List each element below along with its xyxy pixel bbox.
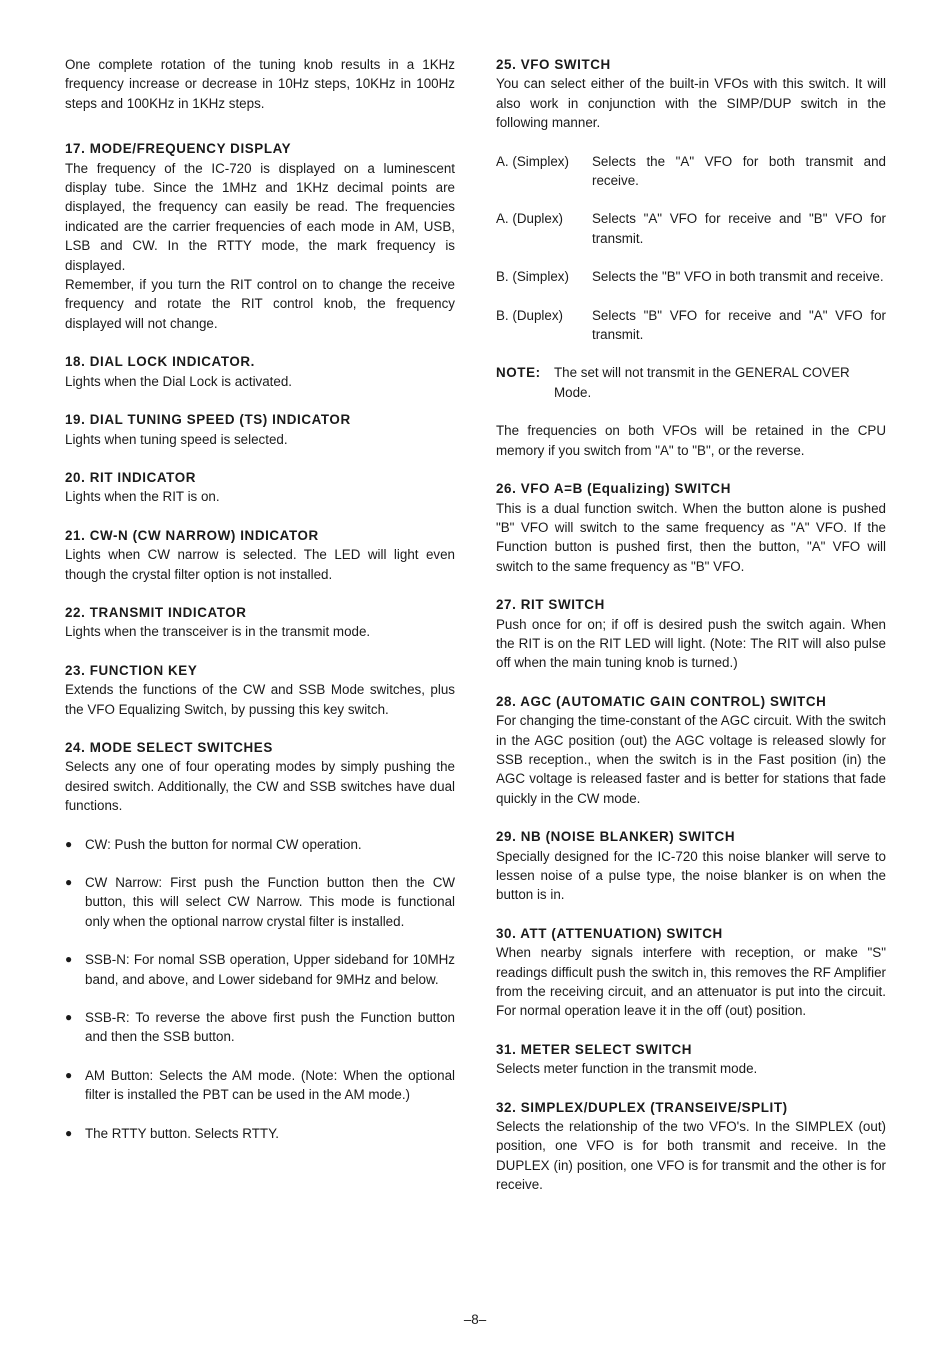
section-18-title: 18. DIAL LOCK INDICATOR. bbox=[65, 354, 255, 370]
section-24-title: 24. MODE SELECT SWITCHES bbox=[65, 739, 273, 755]
section-21 bbox=[65, 526, 455, 584]
section-24 bbox=[65, 738, 455, 816]
section-17 bbox=[65, 139, 455, 333]
section-20-title: 20. RIT INDICATOR bbox=[65, 469, 196, 485]
list-item bbox=[65, 835, 455, 854]
vfo-row-label: B. (Duplex) bbox=[496, 307, 563, 323]
vfo-memory-paragraph: The frequencies on both VFOs will be retained in the CPU memory if you switch from "A" to "B", or the reverse. bbox=[496, 423, 886, 458]
section-25 bbox=[496, 55, 886, 133]
list-item bbox=[65, 873, 455, 931]
bullet-icon: ● bbox=[65, 875, 73, 889]
mode-bullet-list bbox=[65, 835, 455, 1143]
bullet-icon: ● bbox=[65, 1125, 73, 1140]
list-item bbox=[65, 1124, 455, 1143]
list-item bbox=[65, 1008, 455, 1047]
section-17-body-1: The frequency of the IC-720 is displayed on a luminescent display tube. Since the 1MHz and 1KHz decimal points are displayed, the frequency can easily be read. The frequencies indicated are the carrier frequencies of each mode in AM, USB, LSB and CW. In the RTTY mode, the mark frequency is displayed. bbox=[65, 160, 455, 273]
section-24-body: Selects any one of four operating modes by simply pushing the desired switch. Additionally, the CW and SSB switches have dual functions. bbox=[65, 759, 455, 814]
section-28 bbox=[496, 692, 886, 808]
bullet-text: The RTTY button. Selects RTTY. bbox=[85, 1125, 280, 1141]
bullet-icon: ● bbox=[65, 1010, 73, 1025]
section-30-body: When nearby signals interfere with reception, or make "S" readings difficult push the switch in, this removes the RF Amplifier from the receiving circuit, and an attenuator is put into the circuit. For normal operation leave it in the off (out) position. bbox=[496, 945, 886, 1019]
intro-paragraph: One complete rotation of the tuning knob results in a 1KHz frequency increase or decrease in 10Hz steps, 10KHz in 100Hz steps and 100KHz in 1KHz steps. bbox=[65, 57, 455, 111]
section-21-title: 21. CW-N (CW NARROW) INDICATOR bbox=[65, 527, 319, 543]
vfo-row bbox=[496, 209, 886, 248]
bullet-text: CW Narrow: First push the Function button then the CW button, this will select CW Narrow. This mode is functional only when the optional narrow crystal filter is installed. bbox=[85, 875, 455, 929]
bullet-text: SSB-R: To reverse the above first push the Function button and then the SSB button. bbox=[85, 1010, 455, 1045]
section-22-title: 22. TRANSMIT INDICATOR bbox=[65, 604, 247, 620]
section-23-body: Extends the functions of the CW and SSB Mode switches, plus the VFO Equalizing Switch, by pussing this key switch. bbox=[65, 682, 455, 717]
note-label: NOTE: bbox=[496, 365, 541, 381]
section-27-body: Push once for on; if off is desired push the switch again. When the RIT is on the RIT LED will light. (Note: The RIT will also pulse off when the main tuning knob is turned.) bbox=[496, 616, 886, 671]
vfo-row bbox=[496, 267, 886, 286]
section-17-title: 17. MODE/FREQUENCY DISPLAY bbox=[65, 141, 292, 157]
section-29-body: Specially designed for the IC-720 this noise blanker will serve to lessen noise of a pulse type, the noise blanker is on when the button is in. bbox=[496, 848, 886, 903]
vfo-row-text: Selects "B" VFO for receive and "A" VFO for transmit. bbox=[592, 307, 886, 343]
section-31 bbox=[496, 1040, 886, 1079]
section-19 bbox=[65, 410, 455, 449]
right-column bbox=[496, 55, 886, 1214]
section-27-title: 27. RIT SWITCH bbox=[496, 597, 605, 613]
section-30-title: 30. ATT (ATTENUATION) SWITCH bbox=[496, 925, 723, 941]
section-29-title: 29. NB (NOISE BLANKER) SWITCH bbox=[496, 829, 736, 845]
section-31-title: 31. METER SELECT SWITCH bbox=[496, 1041, 693, 1057]
section-18 bbox=[65, 352, 455, 391]
vfo-row bbox=[496, 306, 886, 345]
section-30 bbox=[496, 924, 886, 1021]
section-23 bbox=[65, 661, 455, 719]
vfo-row-text: Selects the "A" VFO for both transmit and receive. bbox=[592, 153, 886, 189]
left-column bbox=[65, 55, 455, 1162]
vfo-row-text: Selects the "B" VFO in both transmit and receive. bbox=[592, 269, 884, 285]
section-32 bbox=[496, 1098, 886, 1195]
section-26-title: 26. VFO A=B (Equalizing) SWITCH bbox=[496, 481, 731, 497]
vfo-row bbox=[496, 152, 886, 191]
list-item bbox=[65, 950, 455, 989]
section-32-body: Selects the relationship of the two VFO's. In the SIMPLEX (out) position, one VFO is for both transmit and receive. In the DUPLEX (in) position, one VFO is for transmit and the other is for receive. bbox=[496, 1119, 886, 1193]
section-28-title: 28. AGC (AUTOMATIC GAIN CONTROL) SWITCH bbox=[496, 693, 827, 709]
vfo-row-label: B. (Simplex) bbox=[496, 269, 569, 285]
vfo-row-text: Selects "A" VFO for receive and "B" VFO for transmit. bbox=[592, 211, 886, 246]
bullet-icon: ● bbox=[65, 952, 73, 967]
section-20-body: Lights when the RIT is on. bbox=[65, 489, 220, 505]
section-26 bbox=[496, 479, 886, 576]
section-28-body: For changing the time-constant of the AGC circuit. With the switch in the AGC position (out) the AGC voltage is released slowly for SSB reception., when the switch is in the Fast position (in) the AGC voltage is released faster and is better for stations that fade quickly in the CW mode. bbox=[496, 713, 886, 806]
note-block bbox=[496, 363, 886, 402]
bullet-text: AM Button: Selects the AM mode. (Note: When the optional filter is installed the PBT can be used in the AM mode.) bbox=[85, 1067, 455, 1103]
section-22 bbox=[65, 603, 455, 642]
section-26-body: This is a dual function switch. When the button alone is pushed "B" VFO will switch to the same frequency as "A" VFO. If the Function button is pushed first, then the button, "A" VFO will switch to the same frequency as "B" VFO. bbox=[496, 500, 886, 574]
bullet-icon: ● bbox=[65, 836, 73, 851]
bullet-text: SSB-N: For nomal SSB operation, Upper sideband for 10MHz band, and above, and Lower sideband for 9MHz and below. bbox=[85, 952, 455, 987]
section-20 bbox=[65, 468, 455, 507]
section-32-title: 32. SIMPLEX/DUPLEX (TRANSEIVE/SPLIT) bbox=[496, 1099, 788, 1115]
section-21-body: Lights when CW narrow is selected. The LED will light even though the crystal filter option is not installed. bbox=[65, 547, 455, 582]
section-31-body: Selects meter function in the transmit mode. bbox=[496, 1061, 758, 1077]
section-25-title: 25. VFO SWITCH bbox=[496, 57, 611, 72]
section-29 bbox=[496, 827, 886, 905]
vfo-row-label: A. (Duplex) bbox=[496, 211, 563, 227]
section-25-body: You can select either of the built-in VFOs with this switch. It will also work in conjunction with the SIMP/DUP switch in the following manner. bbox=[496, 76, 886, 131]
vfo-row-label: A. (Simplex) bbox=[496, 153, 569, 169]
section-27 bbox=[496, 595, 886, 673]
page-number: –8– bbox=[463, 1312, 487, 1327]
section-18-body: Lights when the Dial Lock is activated. bbox=[65, 373, 293, 389]
bullet-text: CW: Push the button for normal CW operation. bbox=[85, 836, 362, 852]
section-19-title: 19. DIAL TUNING SPEED (TS) INDICATOR bbox=[65, 412, 351, 428]
section-17-body-2: Remember, if you turn the RIT control on to change the receive frequency and rotate the RIT control knob, the frequency displayed will not change. bbox=[65, 277, 455, 331]
section-22-body: Lights when the transceiver is in the transmit mode. bbox=[65, 624, 371, 640]
list-item bbox=[65, 1066, 455, 1105]
section-23-title: 23. FUNCTION KEY bbox=[65, 662, 198, 678]
section-19-body: Lights when tuning speed is selected. bbox=[65, 431, 288, 447]
note-text: The set will not transmit in the GENERAL COVER Mode. bbox=[554, 365, 850, 400]
bullet-icon: ● bbox=[65, 1067, 73, 1082]
